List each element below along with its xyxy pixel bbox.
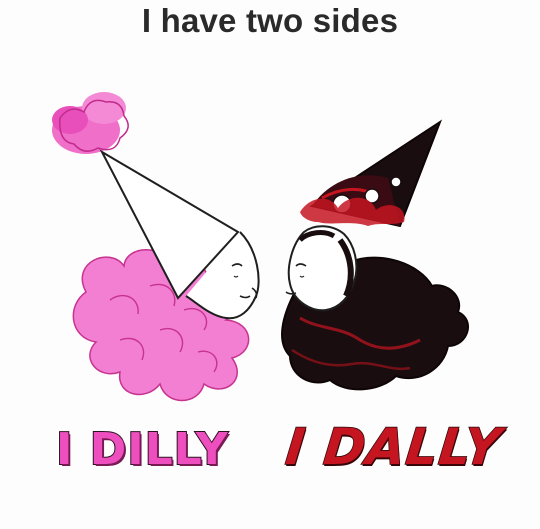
caption-dally: I DALLY [282, 418, 505, 476]
caption-dilly: I DILLY [56, 424, 229, 475]
dark-clown-icon [282, 122, 468, 389]
pink-pompom-icon [52, 92, 128, 154]
headline-text: I have two sides [141, 2, 399, 39]
pink-clown-icon [52, 92, 259, 401]
